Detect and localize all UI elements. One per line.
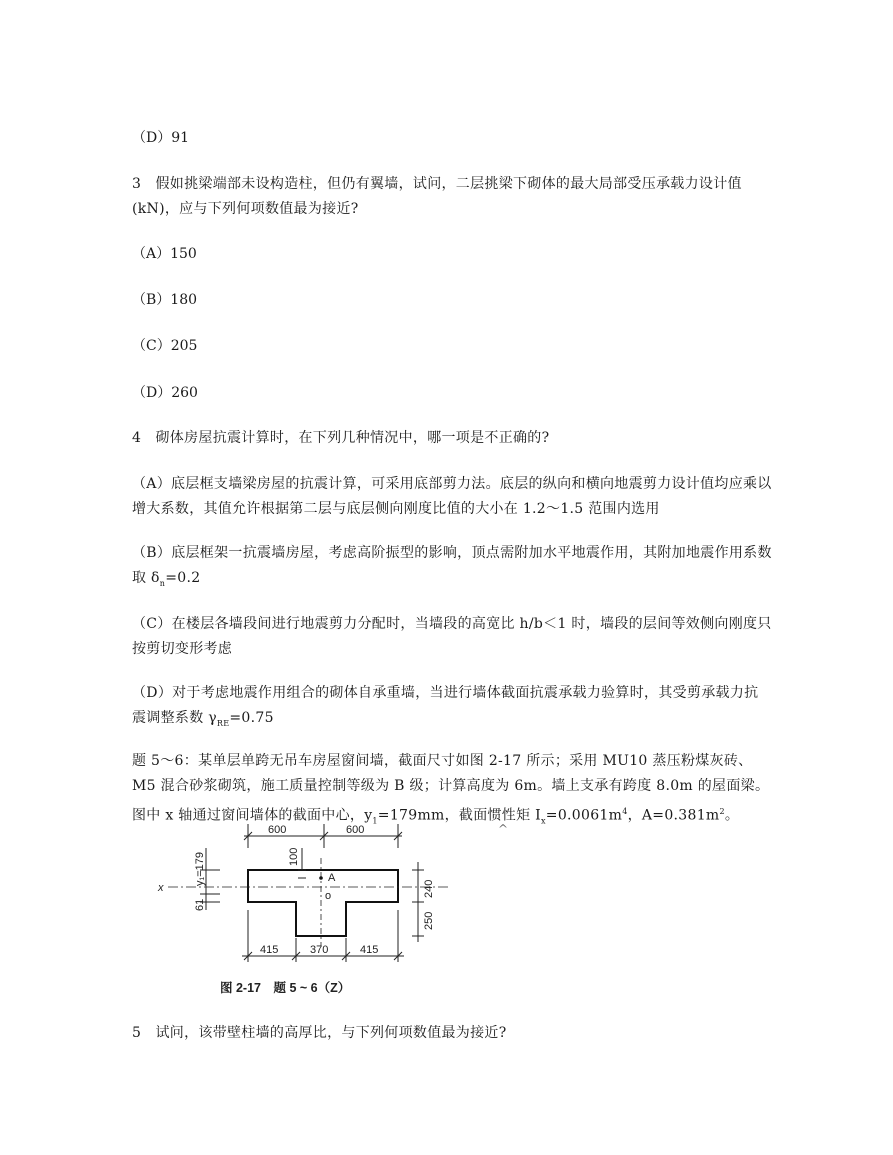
q2-option-d: （D）91 [132,130,190,146]
q3-option-a: （A）150 [132,246,197,262]
t-section-figure [150,818,470,1008]
q4-option-d: （D）对于考虑地震作用组合的砌体自承重墙，当进行墙体截面抗震承载力验算时，其受剪承载力抗震调整系数 $\gamma_{RE}=0.75$ [132,685,759,728]
dim-bottom-right: 415 [360,944,379,956]
dim-bottom-left: 415 [260,944,279,956]
dim-bottom-mid: 370 [310,944,329,956]
q3-option-c: （C）205 [132,338,198,354]
question-5-text: 5 试问，该带壁柱墙的高厚比，与下列何项数值最为接近? [132,1025,507,1041]
question-5-6-intro: 题 5～6：某单层单跨无吊车房屋窗间墙，截面尺寸如图 2-17 所示；采用 MU10 蒸压粉煤灰砖、M5 混合砂浆砌筑，施工质量控制等级为 B 级；计算高度为 6m。墙上支承有跨度 8.0m 的屋面梁。图中 x 轴通过窗间墙体的截面中心，$y_1=179mm$，截面惯性矩 $I_x=0.0061m^4$，$A=0.381m^2$。 [132,753,770,826]
question-4-text: 4 砌体房屋抗震计算时，在下列几种情况中，哪一项是不正确的? [132,430,550,446]
q4-option-a: （A）底层框支墙梁房屋的抗震计算，可采用底部剪力法。底层的纵向和横向地震剪力设计值均应乘以增大系数，其值允许根据第二层与底层侧向刚度比值的大小在 1.2～1.5 范围内选用 [132,476,772,517]
figure-caption: 图 2-17 题 5 ~ 6（Z） [220,981,351,995]
label-a: A [328,872,336,884]
dim-100: 100 [288,847,300,866]
q4-option-b: （B）底层框架一抗震墙房屋，考虑高阶振型的影响，顶点需附加水平地震作用，其附加地震作用系数取 $\delta_n=0.2$ [132,545,772,588]
dim-61: 61 [194,898,206,911]
t-section-outline [248,870,398,936]
q4-option-c: （C）在楼层各墙段间进行地震剪力分配时，当墙段的高宽比 h/b＜1 时，墙段的层间等效侧向刚度只按剪切变形考虑 [132,616,772,657]
q3-option-b: （B）180 [132,292,198,308]
x-axis-label: x [158,882,164,894]
point-a [319,876,323,880]
dim-240: 240 [423,879,435,898]
dim-top-left: 600 [268,824,287,836]
dim-y1: y₁=179 [194,852,206,886]
stray-mark: ^ [498,822,509,836]
dim-top-right: 600 [346,824,365,836]
question-3-text: 3 假如挑梁端部未设构造柱，但仍有翼墙，试问，二层挑梁下砌体的最大局部受压承载力设计值(kN)，应与下列何项数值最为接近? [132,176,742,217]
label-o: o [325,890,332,902]
dim-250: 250 [423,911,435,930]
q3-option-d: （D）260 [132,385,198,401]
